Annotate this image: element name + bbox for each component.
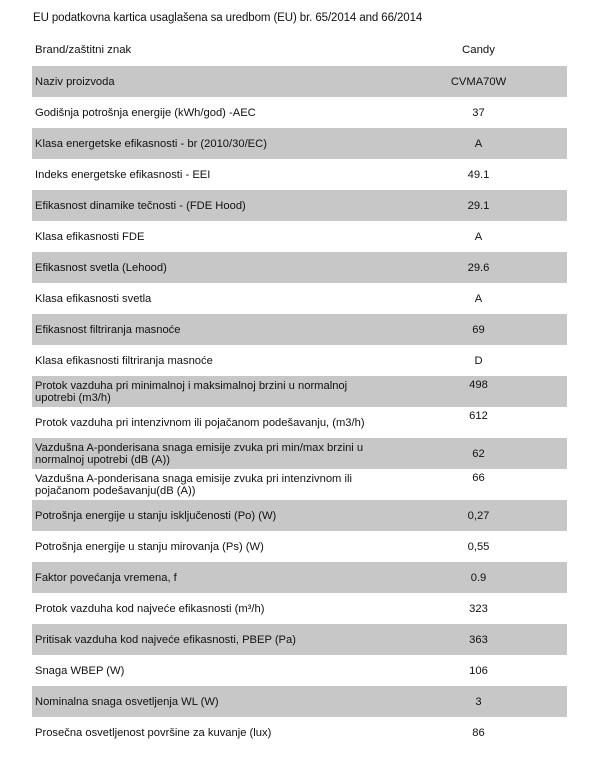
table-row (32, 283, 567, 314)
row-value: 363 (390, 624, 567, 655)
table-row (32, 717, 567, 748)
header-value: Candy (462, 44, 495, 56)
row-label: Naziv proizvoda (32, 66, 390, 97)
row-label: Faktor povećanja vremena, f (32, 562, 390, 593)
row-label: Godišnja potrošnja energije (kWh/god) -AEC (35, 106, 256, 119)
row-value: 3 (390, 686, 567, 717)
table-row (32, 221, 567, 252)
table-row (32, 66, 567, 97)
row-value: 0,55 (467, 540, 490, 553)
row-label: Efikasnost filtriranja masnoće (32, 314, 390, 345)
table-row (32, 128, 567, 159)
table-row (32, 531, 567, 562)
row-value: 0.9 (390, 562, 567, 593)
row-label: Efikasnost dinamike tečnosti - (FDE Hood) (32, 190, 390, 221)
row-value: 0,27 (390, 500, 567, 531)
row-label: Protok vazduha pri minimalnoj i maksimalnoj brzini u normalnoj upotrebi (m3/h) (32, 376, 390, 407)
row-label: Efikasnost svetla (Lehood) (32, 252, 390, 283)
row-value: 323 (469, 602, 488, 615)
header-label: Brand/zaštitni znak (35, 44, 132, 56)
row-value: 66 (472, 472, 485, 484)
row-label: Klasa efikasnosti svetla (35, 292, 152, 305)
table-row (32, 314, 567, 345)
row-label: Klasa efikasnosti FDE (35, 230, 145, 243)
row-value: 29.1 (390, 190, 567, 221)
row-value: 69 (390, 314, 567, 345)
page-title: EU podatkovna kartica usaglašena sa uredbom (EU) br. 65/2014 and 66/2014 (33, 12, 423, 24)
row-value: 612 (469, 410, 488, 422)
row-label: Klasa energetske efikasnosti - br (2010/30/EC) (32, 128, 390, 159)
row-label: Pritisak vazduha kod najveće efikasnosti, PBEP (Pa) (32, 624, 390, 655)
row-value: 86 (472, 726, 485, 739)
table-row (32, 159, 567, 190)
row-value: D (474, 354, 483, 367)
row-label: Potrošnja energije u stanju isključenosti (Po) (W) (32, 500, 390, 531)
row-label: Snaga WBEP (W) (35, 664, 125, 677)
table-row (32, 376, 567, 407)
row-label: Protok vazduha pri intenzivnom ili pojačanom podešavanju, (m3/h) (35, 416, 365, 429)
row-value: 37 (472, 106, 485, 119)
table-row (32, 469, 567, 500)
row-value: CVMA70W (390, 66, 567, 97)
table-row (32, 686, 567, 717)
row-value: A (474, 230, 483, 243)
row-label: Klasa efikasnosti filtriranja masnoće (35, 354, 213, 367)
row-value: A (390, 128, 567, 159)
row-label: Vazdušna A-ponderisana snaga emisije zvuka pri intenzivnom ili pojačanom podešavanju(dB (A)) (35, 472, 352, 497)
row-value: 498 (390, 376, 567, 407)
table-row (32, 438, 567, 469)
table-row (32, 500, 567, 531)
table-row (32, 562, 567, 593)
row-label: Potrošnja energije u stanju mirovanja (Ps) (W) (35, 540, 264, 553)
table-header-row (32, 34, 567, 66)
row-value: 49.1 (467, 168, 490, 181)
row-value: A (474, 292, 483, 305)
row-value: 106 (469, 664, 488, 677)
table-row (32, 655, 567, 686)
table-row (32, 97, 567, 128)
product-data-table (32, 34, 567, 748)
row-label: Vazdušna A-ponderisana snaga emisije zvuka pri min/max brzini u normalnoj upotrebi (dB (A)) (32, 438, 390, 469)
row-value: 29.6 (390, 252, 567, 283)
table-row (32, 252, 567, 283)
row-label: Protok vazduha kod najveće efikasnosti (m³/h) (35, 602, 265, 615)
table-row (32, 407, 567, 438)
row-label: Prosečna osvetljenost površine za kuvanje (lux) (35, 726, 272, 739)
table-row (32, 345, 567, 376)
row-label: Nominalna snaga osvetljenja WL (W) (32, 686, 390, 717)
table-row (32, 624, 567, 655)
row-value: 62 (390, 438, 567, 469)
row-label: Indeks energetske efikasnosti - EEI (35, 168, 211, 181)
table-row (32, 593, 567, 624)
table-row (32, 190, 567, 221)
